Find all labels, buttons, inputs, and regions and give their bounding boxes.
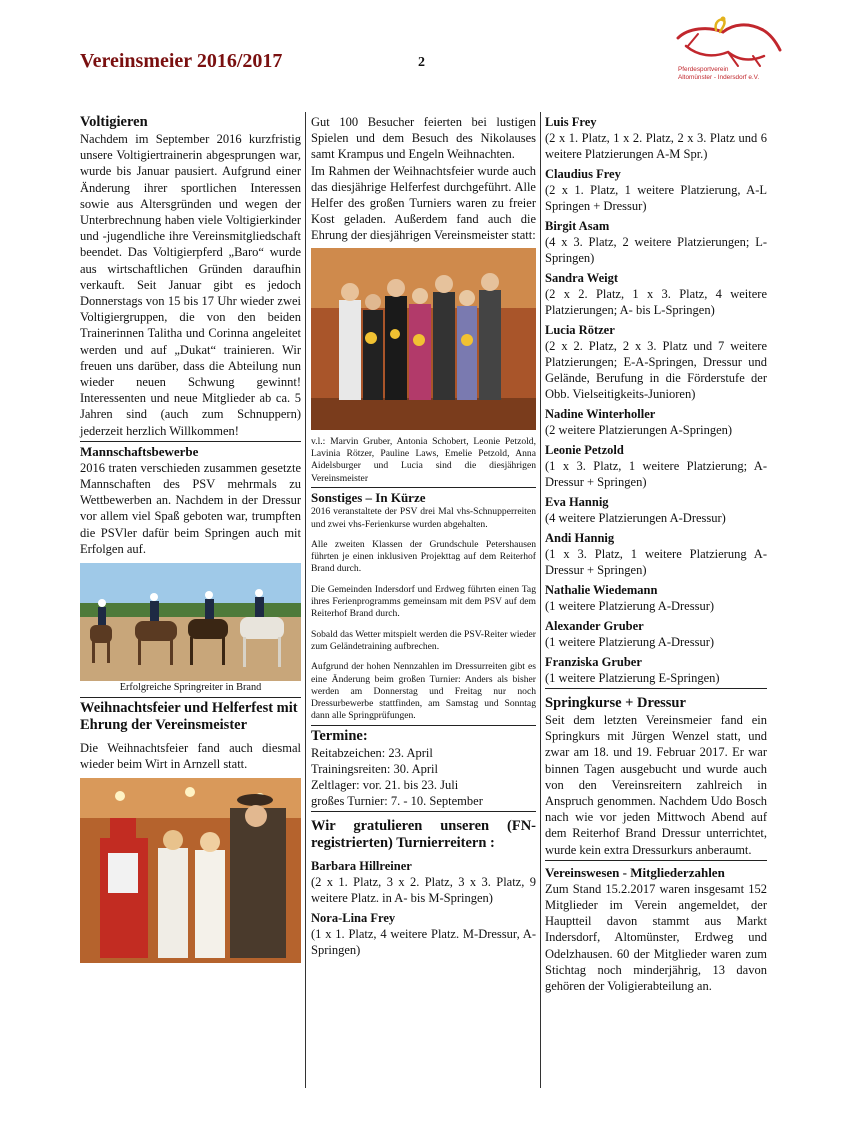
list-item: 2016 veranstaltete der PSV drei Mal vhs-Schnupperreiten und zwei vhs-Ferienkurse wurden abgehalten. — [311, 506, 536, 530]
rider-detail: (1 x 3. Platz, 1 weitere Platzierung A-Dressur + Springen) — [545, 547, 767, 577]
logo-text-line2: Altomünster - Indersdorf e.V. — [678, 74, 760, 81]
section-title-springkurse: Springkurse + Dressur — [545, 695, 686, 711]
list-item: Sobald das Wetter mitspielt werden die PSV-Reiter wieder zum Geländetraining aufbrechen. — [311, 628, 536, 652]
rider-name: Nathalie Wiedemann — [545, 583, 658, 597]
weihnachtsfeier-text: Die Weihnachtsfeier fand auch diesmal wieder beim Wirt in Arnzell statt. — [80, 741, 301, 772]
vereinswesen-text: Zum Stand 15.2.2017 waren insgesamt 152 Mitglieder im Verein angemeldet, der Hauptteil davon stammt aus Markt Indersdorf, Altomünster, Erdweg und Odelzhausen. 60 der Mitglieder waren zum Stichtag noch minderjährig, 13 davon gehören der Voligierabteilung an. — [545, 881, 767, 994]
rider-detail: (4 x 3. Platz, 2 weitere Platzierungen; L-Springen) — [545, 235, 767, 265]
column-middle — [311, 114, 536, 962]
helferfest-text: Im Rahmen der Weihnachtsfeier wurde auch das diesjährige Helferfest durchgeführt. Alle Helfer des großen Turniers waren zu freier Kost geladen. Außerdem fand auch die Ehrung der diesjährigen Vereinsmeister statt: — [311, 163, 536, 243]
list-item: Die Gemeinden Indersdorf und Erdweg führten einen Tag ihres Ferienprogramms gemeinsam mit dem PSV auf dem Reiterhof Brand durch. — [311, 583, 536, 620]
rider-detail: (2 x 1. Platz, 3 x 2. Platz, 3 x 3. Platz, 9 weitere Platz. in A- bis M-Springen) — [311, 874, 536, 905]
list-item: Trainingsreiten: 30. April — [311, 761, 438, 776]
rider-name: Barbara Hillreiner — [311, 858, 412, 873]
section-title-vereinswesen: Vereinswesen - Mitgliederzahlen — [545, 864, 725, 880]
rider-name: Luis Frey — [545, 115, 597, 129]
list-item: Aufgrund der hohen Nennzahlen im Dressurreiten gibt es eine Änderung beim großen Turnier: Anders als bisher werden am Donnerstag und Freitag nur noch Dressurbewerbe stattfinden, am Samstag und Sonntag dann alle Springprüfungen. — [311, 661, 536, 722]
photo-vereinsmeister — [311, 248, 536, 430]
section-divider — [545, 860, 767, 861]
rider-name: Franziska Gruber — [545, 655, 642, 669]
mannschaft-text: 2016 traten verschieden zusammen gesetzte Mannschaften des PSV mehrmals zu Wettbewerben an. Nachdem in der Dressur vor allem viel Spaß geboten war, trumpften die PSVler dafür beim Springen auch mit Erfolgen auf. — [80, 460, 301, 556]
rider-name: Leonie Petzold — [545, 443, 624, 457]
list-item: Zeltlager: vor. 21. bis 23. Juli — [311, 777, 459, 792]
rider-name: Lucia Rötzer — [545, 323, 615, 337]
column-divider — [540, 112, 541, 1088]
section-divider — [311, 725, 536, 726]
rider-name: Alexander Gruber — [545, 619, 644, 633]
section-title-weihnachtsfeier: Weihnachtsfeier und Helferfest mit Ehrung der Vereinsmeister — [80, 700, 298, 734]
photo-caption: v.l.: Marvin Gruber, Antonia Schobert, Leonie Petzold, Lavinia Rötzer, Pauline Laws, Emelie Petzold, Anna Aidelsburger und Lucia sind die diesjährigen Vereinsmeister — [311, 435, 536, 484]
rider-detail: (2 x 1. Platz, 1 x 2. Platz, 2 x 3. Platz und 6 weitere Platzierungen A-M Spr.) — [545, 131, 767, 161]
voltigieren-text: Nachdem im September 2016 kurzfristig unsere Voltigiertrainerin abgesprungen war, wurde bis Januar pausiert. Aufgrund einer Änderung ihrer sportlichen Interessen sowie aus Altersgründen und wegen der Unterbrechnung haben viele Voltigierkinder und -jugendliche ihre Vereinsmitgliedschaft beendet. Das Voltigierpferd „Baro“ wurde aus wirtschaftlichen Gründen daraufhin verkauft. Seit Januar gibt es jedoch Donnerstags von 15 bis 17 Uhr wieder zwei Voltigiergruppen, die von den beiden Trainerinnen Talitha und Corinna angeleitet werden und auf „Dukat“ trainieren. Wir freuen uns darüber, dass die Abteilung nun wieder neuen Schwung gewinnt! Interessenten und neue Mitglieder ab ca. 5 Jahren sind (auch zum Schnuppern) jederzeit herzlich Willkommen! — [80, 132, 301, 438]
rider-detail: (1 weitere Platzierung E-Springen) — [545, 671, 720, 685]
section-title-termine: Termine: — [311, 727, 368, 744]
rider-detail: (1 weitere Platzierung A-Dressur) — [545, 599, 715, 613]
photo-springreiter — [80, 563, 301, 681]
rider-detail: (4 weitere Platzierungen A-Dressur) — [545, 511, 726, 525]
list-item: Alle zweiten Klassen der Grundschule Petershausen führten je einen inklusiven Projekttag auf dem Reiterhof Brand durch. — [311, 538, 536, 575]
rider-name: Nora-Lina Frey — [311, 910, 396, 925]
rider-detail: (2 x 2. Platz, 1 x 3. Platz, 4 weitere Platzierungen; A- bis L-Springen) — [545, 287, 767, 317]
rider-list — [545, 114, 767, 686]
section-divider — [80, 697, 301, 698]
rider-name: Andi Hannig — [545, 531, 615, 545]
termine-list — [311, 745, 536, 809]
rider-detail: (1 x 3. Platz, 1 weitere Platzierung; A-Dressur + Springen) — [545, 459, 767, 489]
rider-name: Claudius Frey — [545, 167, 621, 181]
rider-detail: (1 x 1. Platz, 4 weitere Platz. M-Dressur, A-Springen) — [311, 926, 536, 957]
section-title-sonstiges: Sonstiges – In Kürze — [311, 490, 426, 506]
rider-list — [311, 858, 536, 958]
column-right — [545, 114, 767, 994]
rider-name: Nadine Winterholler — [545, 407, 656, 421]
rider-name: Sandra Weigt — [545, 271, 619, 285]
rider-detail: (2 weitere Platzierungen A-Springen) — [545, 423, 733, 437]
logo-text-line1: Pferdesportverein — [678, 66, 729, 73]
springkurse-text: Seit dem letzten Vereinsmeier fand ein Springkurs mit Jürgen Wenzel statt, und zwar am 18. und 19. Februar 2017. Er war binnen Tagen ausgebucht und wurde auch von den Vereinsreitern zahlreich in Anspruch genommen. Nachdem Udo Bosch nach wie vor jeden Mittwoch Abend auf dem Reiterhof Brand Dressur unterrichtet, wurde kein extra Dressurkurs anberaumt. — [545, 713, 767, 857]
section-divider — [311, 487, 536, 488]
column-left — [80, 114, 301, 963]
section-divider — [80, 441, 301, 442]
sonstiges-list — [311, 506, 536, 722]
weihnachtsfeier-intro: Gut 100 Besucher feierten bei lustigen Spielen und dem Besuch des Nikolauses samt Krampus und Engeln Weihnachten. — [311, 115, 536, 162]
rider-detail: (1 weitere Platzierung A-Dressur) — [545, 635, 715, 649]
section-divider — [311, 811, 536, 812]
rider-name: Eva Hannig — [545, 495, 609, 509]
section-title-gratulation: Wir gratulieren unseren (FN-registrierten) Turnierreitern : — [311, 817, 536, 851]
list-item: großes Turnier: 7. - 10. September — [311, 793, 483, 808]
rider-name: Birgit Asam — [545, 219, 610, 233]
photo-caption: Erfolgreiche Springreiter in Brand — [119, 682, 262, 694]
page-title: Vereinsmeier 2016/2017 — [80, 50, 283, 72]
list-item: Reitabzeichen: 23. April — [311, 745, 433, 760]
horse-rider-logo-icon — [668, 16, 786, 68]
section-divider — [545, 688, 767, 689]
page-number: 2 — [418, 55, 425, 70]
section-title-mannschaft: Mannschaftsbewerbe — [80, 443, 199, 459]
rider-detail: (2 x 2. Platz, 2 x 3. Platz und 7 weitere Platzierungen; E-A-Springen, Dressur und Gelände, Berufung in die Förderstufe der Obb. Vielseitigkeits-Junioren) — [545, 339, 767, 401]
club-logo — [668, 16, 786, 94]
column-divider — [305, 112, 306, 1088]
rider-detail: (2 x 1. Platz, 1 weitere Platzierung, A-L Springen + Dressur) — [545, 183, 767, 213]
photo-nikolaus — [80, 778, 301, 963]
section-title-voltigieren: Voltigieren — [80, 114, 148, 130]
